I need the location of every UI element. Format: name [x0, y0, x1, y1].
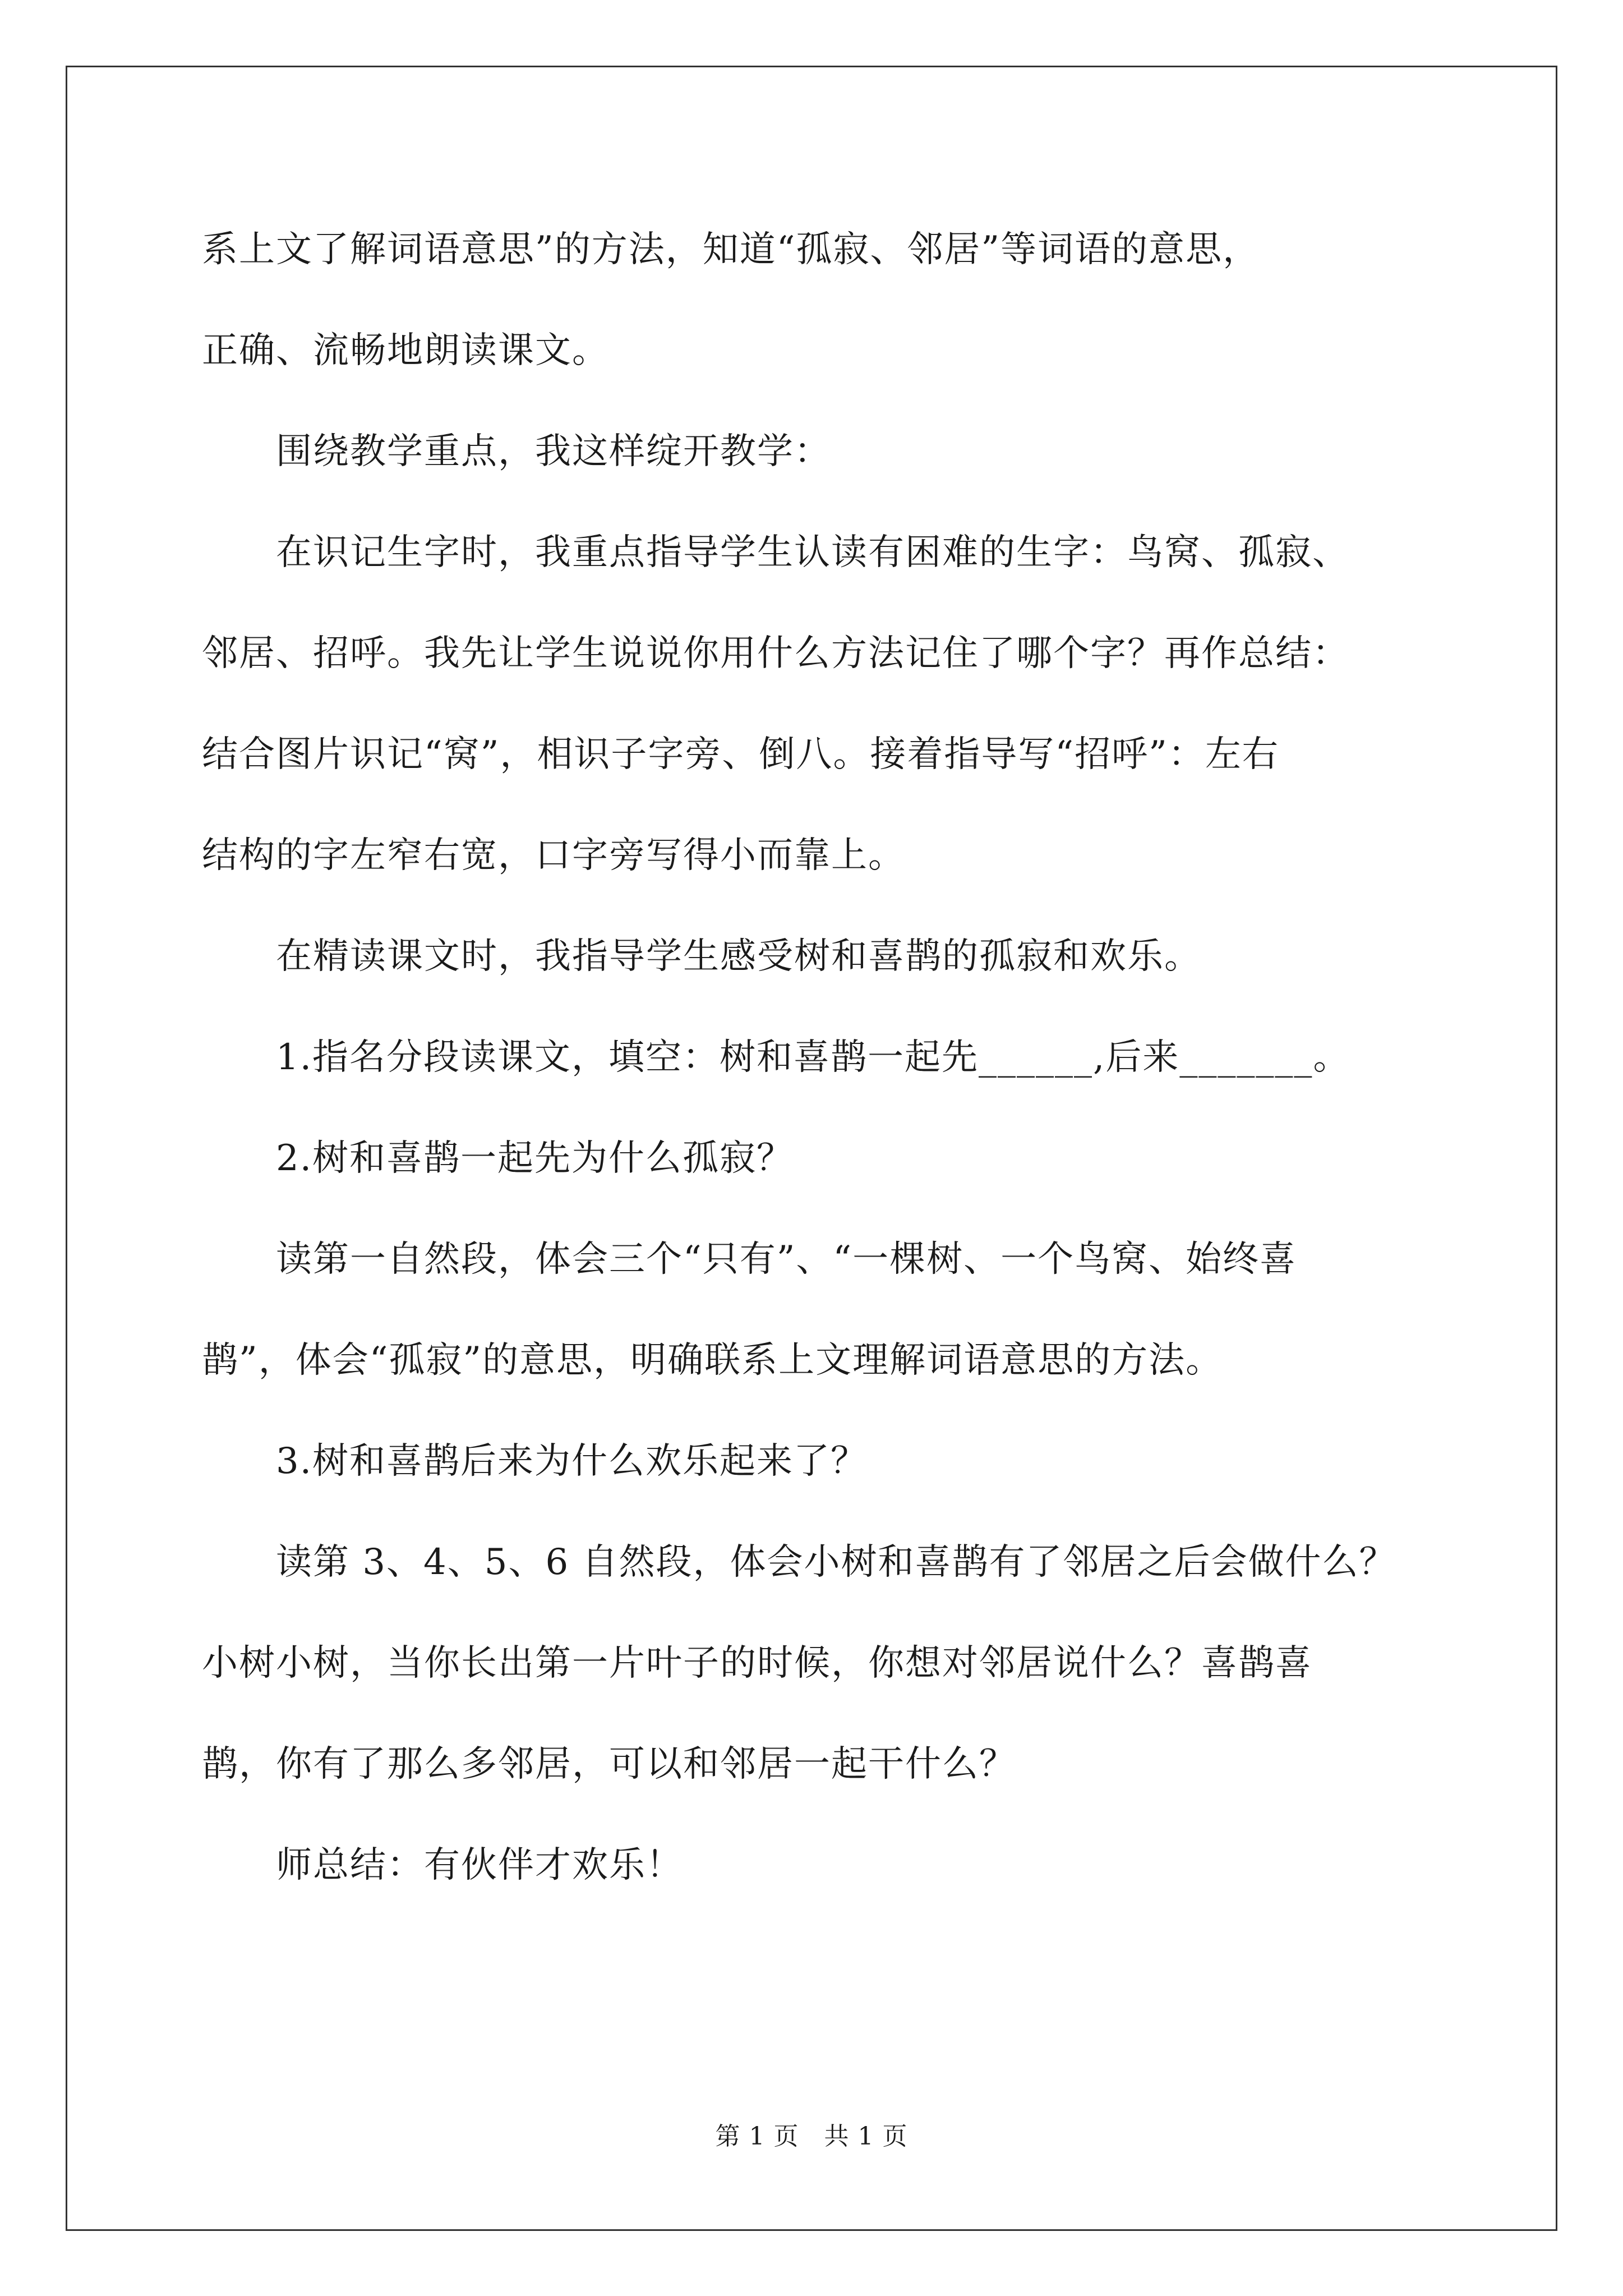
- text-line: 结合图片识记“窝”，相识子字旁、倒八。接着指导写“招呼”：左右: [202, 734, 1279, 775]
- text-line: 3.树和喜鹊后来为什么欢乐起来了？: [202, 1441, 868, 1482]
- document-body: [202, 199, 1436, 1916]
- text-line: 正确、流畅地朗读课文。: [202, 330, 609, 371]
- text-line: 鹊，你有了那么多邻居，可以和邻居一起干什么？: [202, 1743, 1016, 1785]
- text-line: 系上文了解词语意思”的方法，知道“孤寂、邻居”等词语的意思，: [202, 229, 1260, 270]
- text-line: 结构的字左窄右宽，口字旁写得小而靠上。: [202, 835, 905, 876]
- text-line: 师总结：有伙伴才欢乐！: [202, 1844, 683, 1886]
- text-line: 鹊”，体会“孤寂”的意思，明确联系上文理解词语意思的方法。: [202, 1340, 1223, 1381]
- text-line: 在精读课文时，我指导学生感受树和喜鹊的孤寂和欢乐。: [202, 936, 1201, 977]
- text-line: 1.指名分段读课文，填空：树和喜鹊一起先______,后来_______。: [202, 1037, 1350, 1078]
- text-line: 小树小树，当你长出第一片叶子的时候，你想对邻居说什么？喜鹊喜: [202, 1642, 1312, 1684]
- text-line: 在识记生字时，我重点指导学生认读有困难的生字：鸟窝、孤寂、: [202, 532, 1349, 573]
- page-number-footer: 第 1 页 共 1 页: [715, 2122, 908, 2151]
- text-line: 2.树和喜鹊一起先为什么孤寂？: [202, 1138, 794, 1179]
- text-line: 围绕教学重点，我这样绽开教学：: [202, 431, 831, 472]
- text-line: 读第 3、4、5、6 自然段，体会小树和喜鹊有了邻居之后会做什么？: [202, 1542, 1396, 1583]
- text-line: 邻居、招呼。我先让学生说说你用什么方法记住了哪个字？再作总结：: [202, 633, 1349, 674]
- text-line: 读第一自然段，体会三个“只有”、“一棵树、一个鸟窝、始终喜: [202, 1239, 1297, 1280]
